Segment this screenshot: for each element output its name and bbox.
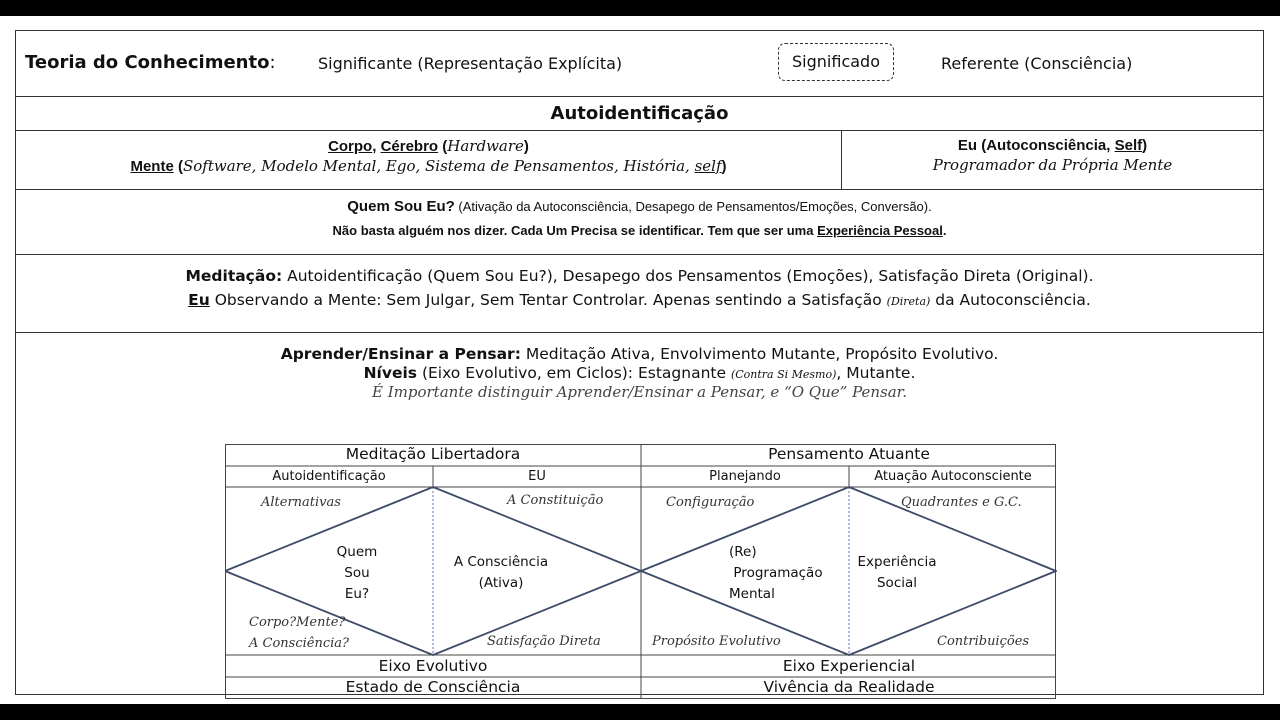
eu-cell bbox=[841, 131, 1264, 189]
section-title: Autoidentificação bbox=[550, 103, 729, 124]
corner-constituicao: A Constituição bbox=[507, 493, 604, 508]
meditacao-libertadora-header: Meditação Libertadora bbox=[345, 445, 521, 463]
pensamento-atuante-header: Pensamento Atuante bbox=[768, 445, 930, 463]
section-title-row bbox=[16, 97, 1263, 131]
corner-quadrantes: Quadrantes e G.C. bbox=[901, 495, 1022, 510]
diamond-experiencia-social: Experiência Social bbox=[857, 554, 937, 591]
corner-alternativas: Alternativas bbox=[261, 495, 341, 510]
theory-title: Teoria do Conhecimento: bbox=[25, 52, 276, 73]
meditacao-line: Meditação: Autoidentificação (Quem Sou Eu?), Desapego dos Pensamentos (Emoções), Satisfação Direta (Original). bbox=[185, 267, 1094, 285]
corpo-line: Corpo, Cérebro (Hardware) bbox=[328, 137, 529, 155]
meditacao-row bbox=[16, 255, 1263, 333]
diamond-reprogramacao: (Re) Programação Mental bbox=[729, 544, 823, 602]
eu-line: Eu (Autoconsciência, Self) bbox=[957, 137, 1148, 154]
corner-corpo-mente: Corpo?Mente? bbox=[249, 615, 346, 630]
corner-contribuicoes: Contribuições bbox=[937, 634, 1030, 649]
mente-line: Mente (Software, Modelo Mental, Ego, Sistema de Pensamentos, História, self) bbox=[130, 157, 727, 175]
eixo-evolutivo: Eixo Evolutivo bbox=[378, 657, 488, 675]
eixo-experiencial: Eixo Experiencial bbox=[782, 657, 916, 675]
slide-page bbox=[0, 16, 1280, 704]
vivencia-da-realidade: Vivência da Realidade bbox=[763, 678, 935, 696]
importante-line: É Importante distinguir Aprender/Ensinar a Pensar, e “O Que” Pensar. bbox=[372, 383, 907, 401]
quem-sou-eu-row bbox=[16, 190, 1263, 255]
estado-de-consciencia: Estado de Consciência bbox=[345, 678, 521, 696]
sub-eu: EU bbox=[528, 469, 546, 484]
corpo-mente-cell bbox=[16, 131, 842, 189]
aprender-line: Aprender/Ensinar a Pensar: Meditação Ativa, Envolvimento Mutante, Propósito Evolutivo. bbox=[280, 345, 999, 363]
diamond-a-consciencia: A Consciência (Ativa) bbox=[453, 554, 549, 591]
axes-diagram bbox=[225, 444, 1057, 700]
diamond-quem-sou-eu: Quem Sou Eu? bbox=[336, 544, 378, 602]
corner-a-consciencia: A Consciência? bbox=[249, 636, 350, 651]
quem-line: Quem Sou Eu? (Ativação da Autoconsciência, Desapego de Pensamentos/Emoções, Conversão). bbox=[347, 198, 932, 215]
significado-box: Significado bbox=[778, 43, 894, 81]
corpo-mente-row bbox=[16, 131, 1263, 190]
sub-planejando: Planejando bbox=[709, 469, 781, 484]
programador-line: Programador da Própria Mente bbox=[932, 156, 1173, 174]
referente-label: Referente (Consciência) bbox=[941, 54, 1133, 73]
observando-line: Eu Observando a Mente: Sem Julgar, Sem Tentar Controlar. Apenas sentindo a Satisfação (Direta) da Autoconsciência. bbox=[188, 291, 1091, 309]
corner-proposito: Propósito Evolutivo bbox=[652, 634, 781, 649]
sub-autoidentificacao: Autoidentificação bbox=[272, 469, 386, 484]
niveis-line: Níveis (Eixo Evolutivo, em Ciclos): Estagnante (Contra Si Mesmo), Mutante. bbox=[363, 364, 916, 382]
corner-configuracao: Configuração bbox=[666, 495, 755, 510]
significante-label: Significante (Representação Explícita) bbox=[318, 54, 623, 73]
experiencia-line: Não basta alguém nos dizer. Cada Um Precisa se identificar. Tem que ser uma Experiência Pessoal. bbox=[332, 223, 947, 238]
sub-atuacao: Atuação Autoconsciente bbox=[874, 469, 1032, 484]
corner-satisfacao: Satisfação Direta bbox=[487, 634, 601, 649]
theory-row bbox=[16, 31, 1263, 97]
